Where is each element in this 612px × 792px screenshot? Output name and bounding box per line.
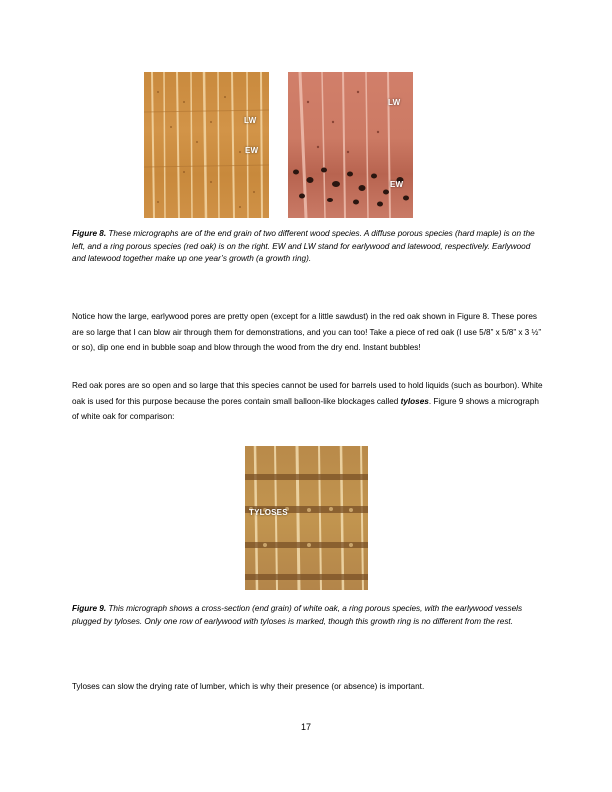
figure-9-caption-label: Figure 9. <box>72 604 107 613</box>
figure-9-caption-text: This micrograph shows a cross-section (end grain) of white oak, a ring porous species, with the earlywood vessels plugged by tyloses. Only one row of earlywood with tyloses is marked, though this growth ring is no different from the rest. <box>72 604 523 626</box>
redoak-lw-label: LW <box>388 98 401 107</box>
paragraph-barrels <box>72 378 546 425</box>
maple-ew-label: EW <box>245 146 259 155</box>
figure-8-caption <box>72 228 542 266</box>
page-number: 17 <box>300 722 311 732</box>
white-oak-micrograph <box>245 446 368 590</box>
white-oak-grain-texture <box>245 446 368 590</box>
figure-8-caption-text: These micrographs are of the end grain of two different wood species. A diffuse porous species (hard maple) is on the left, and a ring porous species (red oak) is on the right. EW and LW stand for earlywood and latewood, respectively. Earlywood and latewood together make up one year’s growth (a growth ring). <box>72 229 535 264</box>
redoak-ew-label: EW <box>390 180 404 189</box>
paragraph-barrels-text-1: Red oak pores are so open and so large that this species cannot be used for barrels used to hold liquids (such as bourbon). White oak is used for this purpose because the pores contain small balloon-like blockages called <box>72 381 543 406</box>
maple-grain-texture <box>144 72 269 218</box>
maple-lw-label: LW <box>244 116 257 125</box>
tyloses-label: TYLOSES <box>249 508 288 517</box>
figure-9-caption <box>72 603 542 628</box>
red-oak-micrograph <box>288 72 413 218</box>
figure-8-caption-label: Figure 8. <box>72 229 107 238</box>
paragraph-barrels-text-2: . Figure 9 shows a micrograph of white oak for comparison: <box>72 396 539 422</box>
paragraph-drying-rate: Tyloses can slow the drying rate of lumber, which is why their presence (or absence) is important. <box>72 682 425 691</box>
hard-maple-micrograph <box>144 72 269 218</box>
red-oak-grain-texture <box>288 72 413 218</box>
tyloses-term: tyloses <box>400 396 429 406</box>
paragraph-red-oak-pores: Notice how the large, earlywood pores are pretty open (except for a little sawdust) in the red oak shown in Figure 8. These pores are so large that I can blow air through them for demonstrations, and you can too! Take a piece of red oak (I use 5/8” x 5/8” x 3 ½” or so), dip one end in bubble soap and blow through the wood from the dry end. Instant bubbles! <box>72 312 542 353</box>
